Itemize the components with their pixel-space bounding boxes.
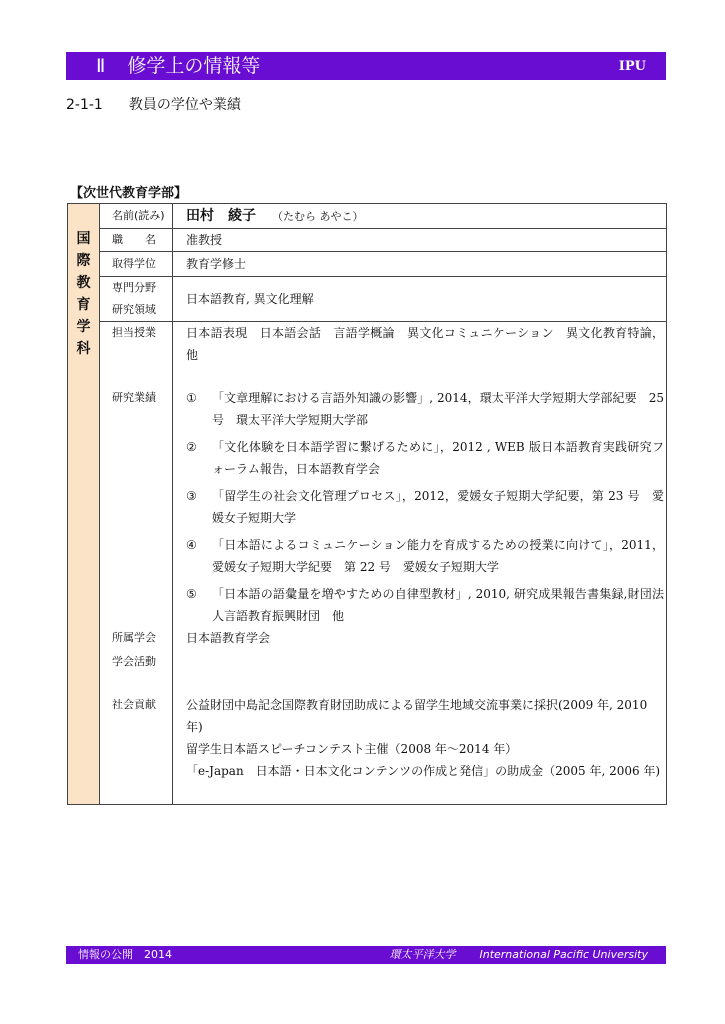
name-value <box>186 205 364 228</box>
research-text: 「日本語によるコミュニケーション能力を育成するための授業に向けて」，2011，愛媛女子短期大学紀要 第 22 号 愛媛女子短期大学 <box>212 538 664 574</box>
position-label: 職 名 <box>112 233 156 246</box>
section-heading <box>66 94 241 114</box>
research-mark: ① <box>186 391 197 405</box>
contribution-item: 留学生日本語スピーチコンテスト主催（2008 年〜2014 年） <box>186 742 518 756</box>
side-char: 際 <box>76 253 91 269</box>
degree-label: 取得学位 <box>112 257 156 270</box>
teacher-name: 田村 綾子 <box>186 208 256 224</box>
footer-left: 情報の公開 2014 <box>78 948 172 961</box>
contribution-item: 公益財団中島記念国際教育財団助成による留学生地域交流事業に採択(2009 年, 2010 年) <box>186 698 648 734</box>
field-row <box>100 277 666 322</box>
research-mark: ② <box>186 440 197 454</box>
section-number: 2-1-1 <box>66 97 103 113</box>
field-label-2: 研究領域 <box>112 303 156 316</box>
department-label: 【次世代教育学部】 <box>70 186 188 201</box>
side-char: 科 <box>76 341 91 357</box>
header-bar <box>66 52 666 80</box>
research-item <box>186 436 664 480</box>
side-column <box>68 204 100 804</box>
research-text: 「留学生の社会文化管理プロセス」，2012，愛媛女子短期大学紀要，第 23 号 愛媛女子短期大学 <box>212 489 664 525</box>
brand-label: IPU <box>618 59 646 74</box>
position-row <box>100 229 666 252</box>
contribution-item: 「e-Japan 日本語・日本文化コンテンツの作成と発信」の助成金（2005 年, 2006 年) <box>186 764 661 778</box>
page-title <box>96 52 260 80</box>
footer-university-en: International Pacific University <box>479 948 648 961</box>
research-list <box>186 387 664 632</box>
field-value: 日本語教育, 異文化理解 <box>186 292 314 306</box>
side-char: 教 <box>76 275 91 291</box>
side-label <box>68 228 99 360</box>
contribution-row <box>100 694 666 802</box>
side-char: 育 <box>76 297 91 313</box>
courses-row <box>100 322 666 382</box>
degree-row <box>100 252 666 277</box>
research-label: 研究業績 <box>112 391 156 404</box>
society-row <box>100 627 666 677</box>
section-title: 教員の学位や業績 <box>128 97 241 113</box>
courses-value: 日本語表現 日本語会話 言語学概論 異文化コミュニケーション 異文化教育特論，他 <box>186 326 664 362</box>
field-label-1: 専門分野 <box>112 281 156 294</box>
name-row <box>100 204 666 229</box>
research-item <box>186 534 664 578</box>
chapter-number: Ⅱ <box>96 55 106 77</box>
name-label: 名前(読み) <box>112 209 165 222</box>
society-label-1: 所属学会 <box>112 631 156 644</box>
research-mark: ⑤ <box>186 587 197 601</box>
society-value: 日本語教育学会 <box>186 631 271 645</box>
position-value: 准教授 <box>186 233 223 247</box>
contribution-list <box>186 694 664 782</box>
research-text: 「文化体験を日本語学習に繋げるために」，2012 , WEB 版日本語教育実践研究フォーラム報告，日本語教育学会 <box>212 440 664 476</box>
footer-bar <box>66 946 666 964</box>
side-char: 学 <box>76 319 91 335</box>
society-label-2: 学会活動 <box>112 655 156 668</box>
courses-label: 担当授業 <box>112 326 156 339</box>
teacher-reading: （たむら あやこ） <box>272 210 364 223</box>
research-text: 「文章理解における言語外知識の影響」, 2014，環太平洋大学短期大学部紀要 25 号 環太平洋大学短期大学部 <box>212 391 664 427</box>
research-row <box>100 386 666 623</box>
contribution-label: 社会貢献 <box>112 698 156 711</box>
chapter-title: 修学上の情報等 <box>127 55 261 77</box>
research-mark: ④ <box>186 538 197 552</box>
footer-right <box>389 946 648 964</box>
research-mark: ③ <box>186 489 197 503</box>
research-item <box>186 387 664 431</box>
research-item <box>186 583 664 627</box>
footer-university-jp: 環太平洋大学 <box>389 948 456 961</box>
degree-value: 教育学修士 <box>186 257 247 271</box>
research-item <box>186 485 664 529</box>
research-text: 「日本語の語彙量を増やすための自律型教材」, 2010, 研究成果報告書集録,財団法人言語教育振興財団 他 <box>212 587 664 623</box>
profile-table <box>67 203 667 805</box>
side-char: 国 <box>76 231 91 247</box>
